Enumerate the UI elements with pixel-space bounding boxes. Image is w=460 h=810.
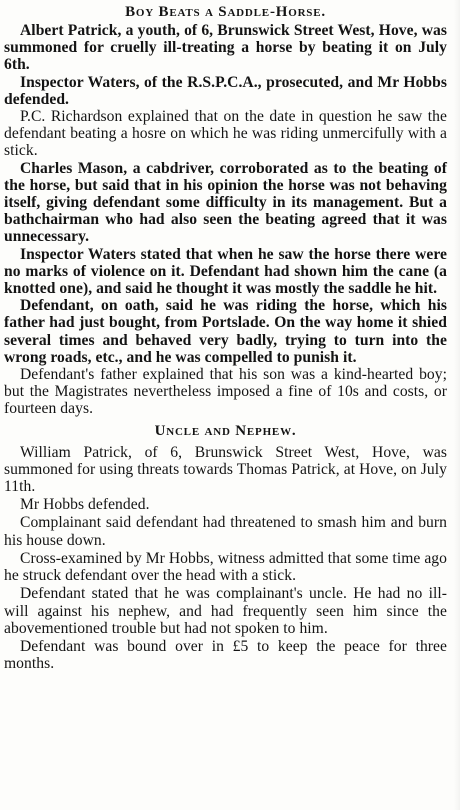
article-paragraph: Albert Patrick, a youth, of 6, Brunswick Street West, Hove, was summoned for cruelly ill-treating a horse by beating it on July 6th.	[4, 22, 447, 74]
article-paragraph: Cross-examined by Mr Hobbs, witness admitted that some time ago he struck defendant over the head with a stick.	[4, 549, 447, 585]
article-paragraph: Defendant stated that he was complainant's uncle. He had no ill-will against his nephew, and had frequently seen him since the abovementioned trouble but had not spoken to him.	[4, 585, 447, 637]
article-paragraph: Inspector Waters, of the R.S.P.C.A., prosecuted, and Mr Hobbs defended.	[4, 73, 447, 108]
article-paragraph: Charles Mason, a cabdriver, corroborated as to the beating of the horse, but said that in his opinion the horse was not behaving itself, giving defendant some difficulty in its management. But a bathchairman who had also seen the beating agreed that it was unnecessary.	[4, 159, 447, 246]
article-paragraph: Mr Hobbs defended.	[20, 496, 150, 514]
article-column	[4, 0, 447, 672]
article-paragraph: Defendant was bound over in £5 to keep the peace for three months.	[4, 637, 447, 673]
article-heading-boy-beats-saddle-horse: Boy Beats a Saddle-Horse.	[125, 4, 326, 20]
article-paragraph: Complainant said defendant had threatened to smash him and burn his house down.	[4, 514, 447, 549]
article-heading-uncle-and-nephew: Uncle and Nephew.	[154, 422, 297, 439]
article-paragraph: Defendant's father explained that his son was a kind-hearted boy; but the Magistrates nevertheless imposed a fine of 10s and costs, or fourteen days.	[4, 366, 447, 418]
clipping-edge	[454, 0, 460, 810]
article-paragraph: Defendant, on oath, said he was riding the horse, which his father had just bought, from Portslade. On the way home it shied several times and behaved very badly, trying to turn into the wrong roads, etc., and he was compelled to punish it.	[4, 297, 447, 366]
article-paragraph: P.C. Richardson explained that on the date in question he saw the defendant beating a hosre on which he was riding unmercifully with a stick.	[4, 108, 447, 160]
article-paragraph: Inspector Waters stated that when he saw the horse there were no marks of violence on it. Defendant had shown him the cane (a knotted one), and said he thought it was mostly the saddle he hit.	[4, 245, 447, 298]
article-paragraph: William Patrick, of 6, Brunswick Street West, Hove, was summoned for using threats towards Thomas Patrick, at Hove, on July 11th.	[4, 443, 447, 496]
